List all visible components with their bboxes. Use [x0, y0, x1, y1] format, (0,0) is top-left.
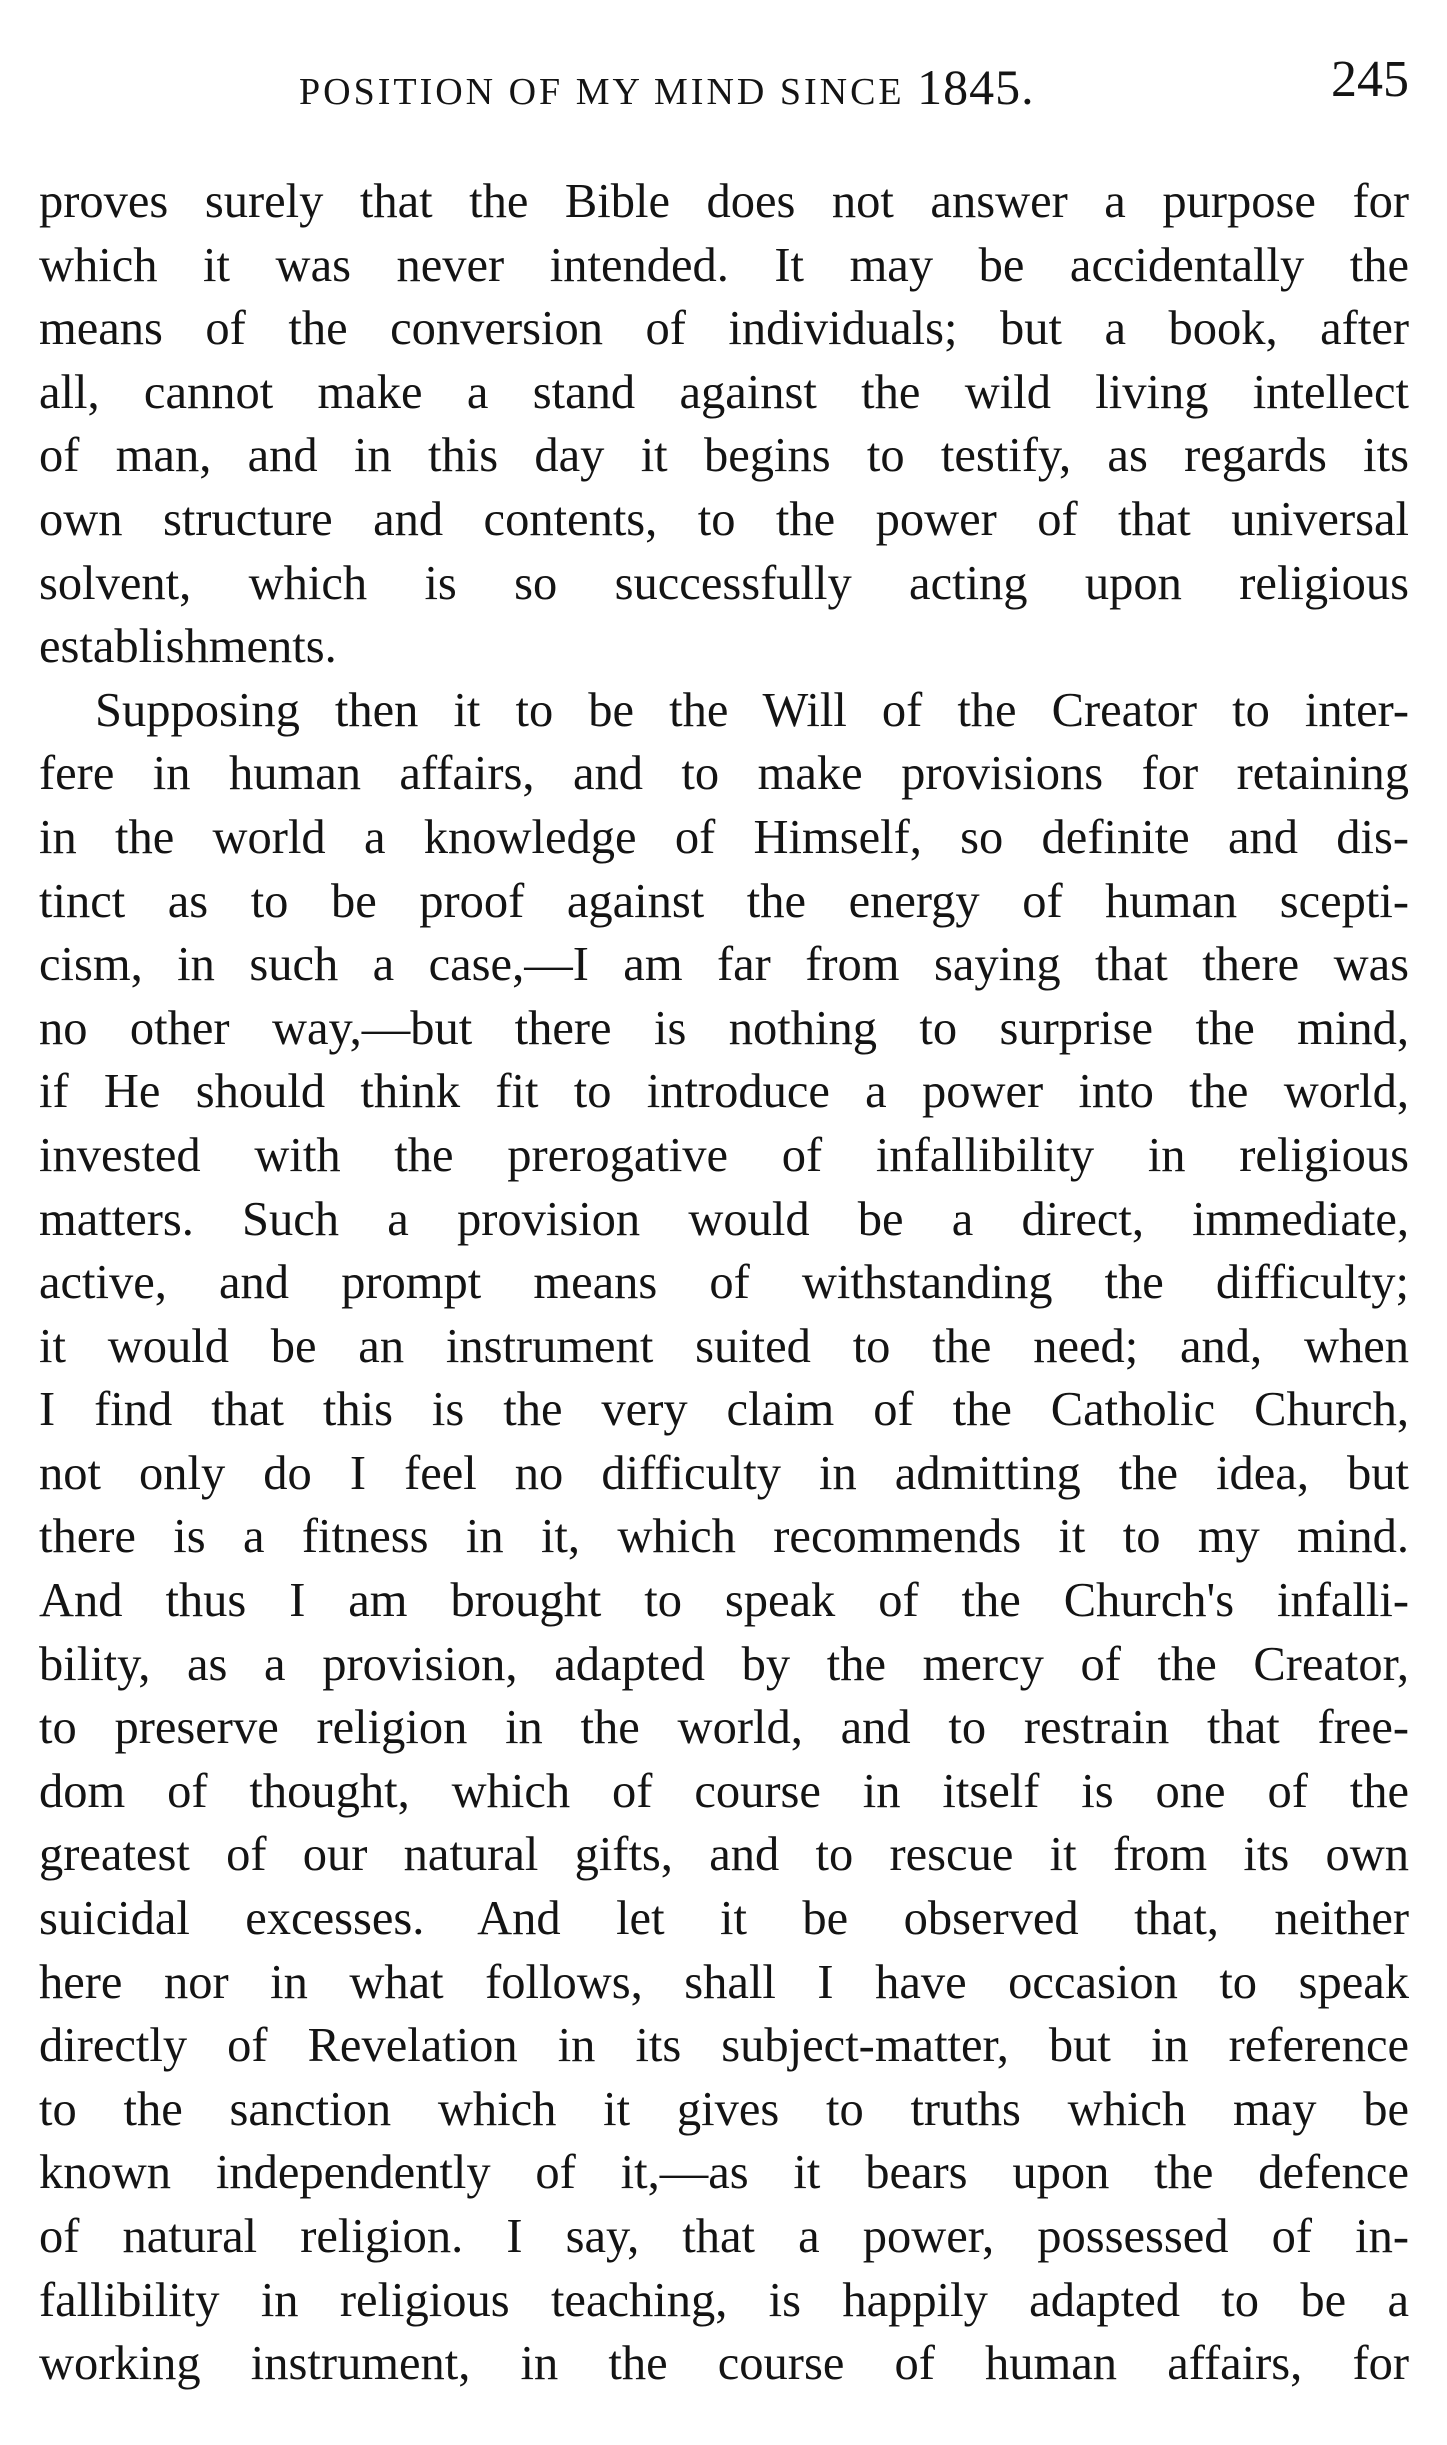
- text-line: dom of thought, which of course in itself is one of the: [39, 1764, 1409, 1818]
- text-line: fere in human affairs, and to make provisions for retaining: [39, 747, 1409, 801]
- text-line: invested with the prerogative of infallibility in religious: [39, 1128, 1409, 1182]
- text-line: directly of Revelation in its subject-matter, but in reference: [39, 2019, 1409, 2073]
- text-line: solvent, which is so successfully acting upon religious: [39, 556, 1409, 610]
- text-line: And thus I am brought to speak of the Church's infalli-: [39, 1574, 1409, 1628]
- text-line: which it was never intended. It may be accidentally the: [39, 238, 1409, 292]
- text-line: greatest of our natural gifts, and to rescue it from its own: [39, 1828, 1409, 1882]
- running-title-text: POSITION OF MY MIND SINCE: [299, 71, 905, 113]
- text-line: own structure and contents, to the power of that universal: [39, 492, 1409, 546]
- paragraph: [39, 170, 1409, 679]
- text-line: cism, in such a case,—I am far from saying that there was: [39, 938, 1409, 992]
- text-line: matters. Such a provision would be a direct, immediate,: [39, 1192, 1409, 1246]
- text-line: here nor in what follows, shall I have occasion to speak: [39, 1955, 1409, 2009]
- text-line: there is a fitness in it, which recommends it to my mind.: [39, 1510, 1409, 1564]
- text-line: no other way,—but there is nothing to surprise the mind,: [39, 1001, 1409, 1055]
- running-header: [39, 50, 1409, 120]
- body-text: [39, 170, 1409, 2396]
- text-line: suicidal excesses. And let it be observed that, neither: [39, 1892, 1409, 1946]
- text-line: of man, and in this day it begins to testify, as regards its: [39, 429, 1409, 483]
- text-line: known independently of it,—as it bears upon the defence: [39, 2146, 1409, 2200]
- text-line: in the world a knowledge of Himself, so definite and dis-: [39, 810, 1409, 864]
- text-line: to the sanction which it gives to truths which may be: [39, 2082, 1409, 2136]
- paragraph: [39, 679, 1409, 2396]
- running-title: [299, 58, 1035, 116]
- text-line: tinct as to be proof against the energy of human scepti-: [39, 874, 1409, 928]
- text-line: Supposing then it to be the Will of the Creator to inter-: [95, 683, 1409, 737]
- text-line: to preserve religion in the world, and to restrain that free-: [39, 1701, 1409, 1755]
- text-line: of natural religion. I say, that a power, possessed of in-: [39, 2210, 1409, 2263]
- text-line: means of the conversion of individuals; but a book, after: [39, 302, 1409, 356]
- page-number: 245: [1331, 51, 1409, 108]
- text-line: all, cannot make a stand against the wild living intellect: [39, 365, 1409, 419]
- text-line: fallibility in religious teaching, is happily adapted to be a: [39, 2273, 1409, 2327]
- text-line: establishments.: [39, 620, 337, 674]
- text-line: bility, as a provision, adapted by the mercy of the Creator,: [39, 1637, 1409, 1691]
- text-line: proves surely that the Bible does not answer a purpose for: [39, 175, 1409, 228]
- text-line: active, and prompt means of withstanding the difficulty;: [39, 1256, 1409, 1310]
- running-title-year: 1845.: [917, 59, 1035, 115]
- text-line: if He should think fit to introduce a power into the world,: [39, 1065, 1409, 1119]
- text-line: I find that this is the very claim of the Catholic Church,: [39, 1383, 1409, 1437]
- text-line: it would be an instrument suited to the need; and, when: [39, 1319, 1409, 1373]
- text-line: working instrument, in the course of human affairs, for: [39, 2337, 1409, 2391]
- text-line: not only do I feel no difficulty in admitting the idea, but: [39, 1446, 1409, 1500]
